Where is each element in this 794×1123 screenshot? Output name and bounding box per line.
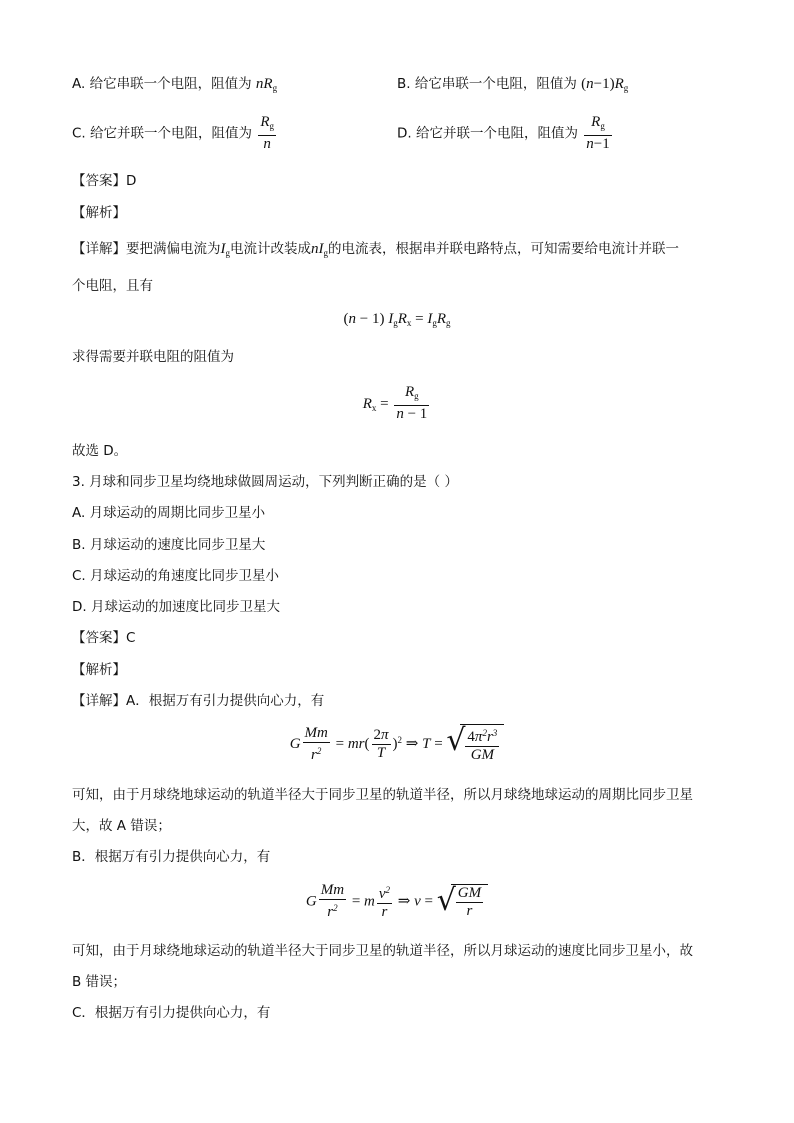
q2-conclusion: 故选 D。: [72, 443, 128, 459]
q3-equation-period: G $\frac{Mm}{r^2}$ = mr( $\frac{2\pi}{T}$ )$^2$ ⇒ T = √ $\frac{4\pi^2r^3}{GM}$: [0, 724, 794, 764]
q2-detail-line-2: 个电阻，且有: [72, 278, 153, 294]
q3-stem: 3. 月球和同步卫星均绕地球做圆周运动，下列判断正确的是（ ）: [72, 474, 458, 490]
ig-symbol: $I_g$: [220, 241, 230, 258]
q3-option-b: B. 月球运动的速度比同步卫星大: [72, 537, 266, 553]
option-a-formula: $nR_g$: [255, 76, 278, 93]
q2-parallel-text: 求得需要并联电阻的阻值为: [72, 349, 234, 365]
q3-option-a: A. 月球运动的周期比同步卫星小: [72, 505, 266, 521]
q2-equation-2: $R_x$ = $\frac{R_g}{n - 1}$: [362, 384, 428, 422]
q3-option-c: C. 月球运动的角速度比同步卫星小: [72, 568, 280, 584]
q3-answer: 【答案】C: [72, 630, 136, 646]
option-c-formula: $\frac{R_g}{n}$: [260, 114, 274, 152]
q3-equation-velocity: G $\frac{Mm}{r^2}$ = m $\frac{v^2}{r}$ ⇒ v = √ $\frac{GM}{r}$: [0, 882, 794, 921]
option-d: [397, 114, 614, 153]
q2-answer: 【答案】D: [72, 173, 137, 189]
option-a-text: A. 给它串联一个电阻，阻值为: [72, 76, 252, 92]
option-d-text: D. 给它并联一个电阻，阻值为: [397, 125, 578, 142]
q3-option-d: D. 月球运动的加速度比同步卫星大: [72, 599, 280, 615]
q3-detail-b: B．根据万有引力提供向心力，有: [72, 849, 271, 865]
q2-equation-1: (n − 1) $I_gR_x = I_gR_g$: [343, 311, 451, 328]
option-b-text: B. 给它串联一个电阻，阻值为: [397, 76, 577, 92]
option-b-formula: $(n-1)R_g$: [581, 76, 629, 93]
option-b: [397, 72, 628, 93]
q3-detail-a: 【详解】A．根据万有引力提供向心力，有: [72, 693, 325, 709]
option-c: [72, 114, 278, 153]
option-a: [72, 72, 277, 93]
q3-detail-c: C．根据万有引力提供向心力，有: [72, 1005, 271, 1021]
q3-conclusion-b-1: 可知，由于月球绕地球运动的轨道半径大于同步卫星的轨道半径，所以月球运动的速度比同步卫星小，故: [72, 943, 693, 959]
nig-symbol: $nI_g$: [311, 241, 328, 258]
option-d-formula: $\frac{R_g}{n-1}$: [586, 114, 610, 152]
q3-analysis-label: 【解析】: [72, 662, 126, 678]
q2-analysis-label: 【解析】: [72, 205, 126, 221]
q3-conclusion-a-1: 可知，由于月球绕地球运动的轨道半径大于同步卫星的轨道半径，所以月球绕地球运动的周期比同步卫星: [72, 787, 693, 803]
option-c-text: C. 给它并联一个电阻，阻值为: [72, 125, 253, 142]
q3-conclusion-a-2: 大，故 A 错误；: [72, 818, 171, 834]
q3-conclusion-b-2: B 错误；: [72, 974, 127, 990]
q2-detail-line-1: 【详解】要把满偏电流为$I_g$电流计改装成$nI_g$的电流表，根据串并联电路特点，可知需要给电流计并联一: [72, 241, 679, 258]
